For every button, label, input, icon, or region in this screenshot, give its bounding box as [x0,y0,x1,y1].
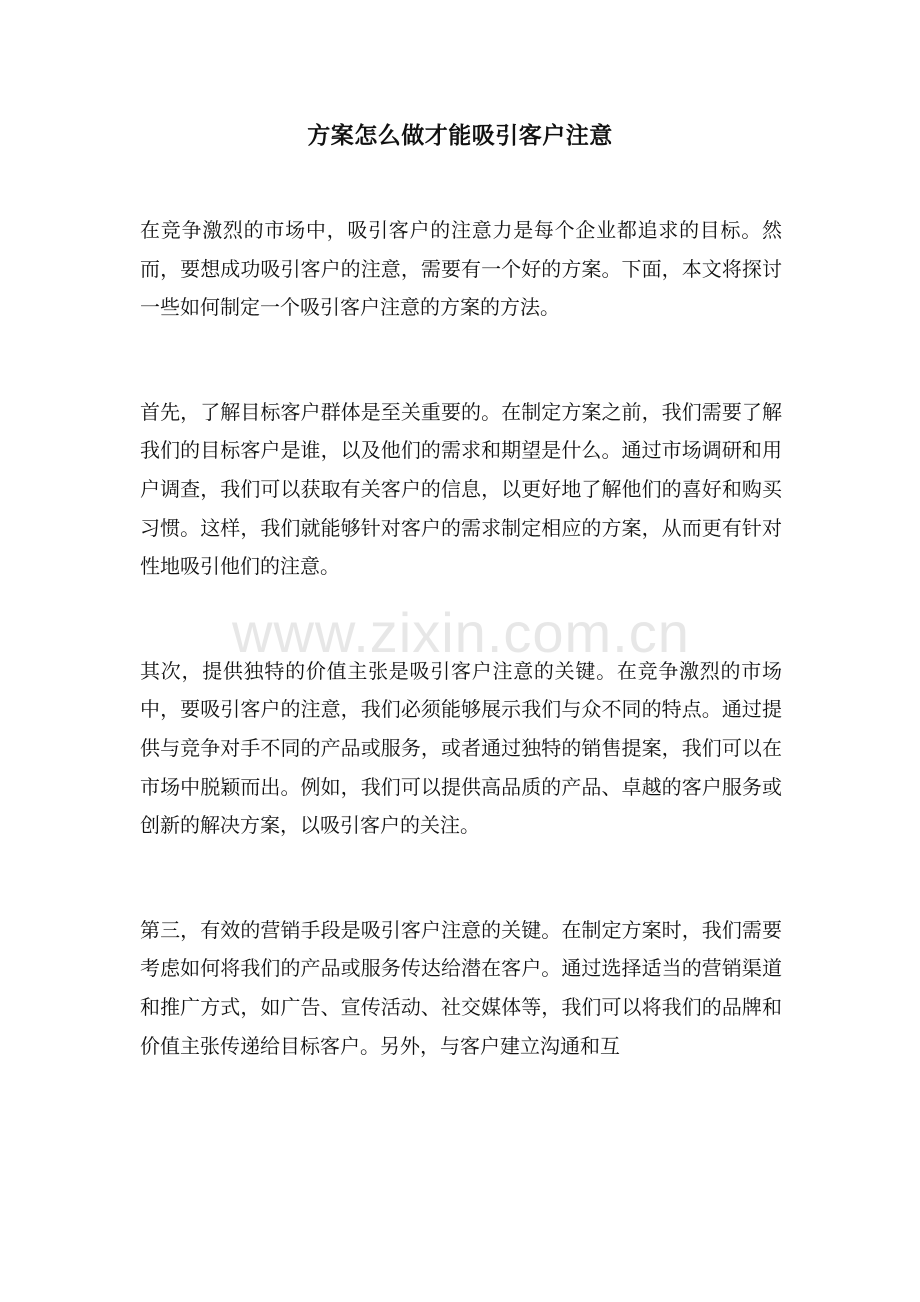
paragraph-intro: 在竞争激烈的市场中，吸引客户的注意力是每个企业都追求的目标。然而，要想成功吸引客户的注意，需要有一个好的方案。下面，本文将探讨一些如何制定一个吸引客户注意的方案的方法。 [140,218,782,320]
document-body [140,211,782,1131]
paragraph-first-point: 首先，了解目标客户群体是至关重要的。在制定方案之前，我们需要了解我们的目标客户是谁，以及他们的需求和期望是什么。通过市场调研和用户调查，我们可以获取有关客户的信息，以更好地了解他们的喜好和购买习惯。这样，我们就能够针对客户的需求制定相应的方案，从而更有针对性地吸引他们的注意。 [140,399,782,579]
document-title: 方案怎么做才能吸引客户注意 [307,122,613,149]
paragraph-second-point: 其次，提供独特的价值主张是吸引客户注意的关键。在竞争激烈的市场中，要吸引客户的注意，我们必须能够展示我们与众不同的特点。通过提供与竞争对手不同的产品或服务，或者通过独特的销售提案，我们可以在市场中脱颖而出。例如，我们可以提供高品质的产品、卓越的客户服务或创新的解决方案，以吸引客户的关注。 [140,658,782,838]
paragraph-third-point: 第三，有效的营销手段是吸引客户注意的关键。在制定方案时，我们需要考虑如何将我们的产品或服务传达给潜在客户。通过选择适当的营销渠道和推广方式，如广告、宣传活动、社交媒体等，我们可以将我们的品牌和价值主张传递给目标客户。另外，与客户建立沟通和互 [140,917,782,1058]
watermark: www.zixin.com.cn [232,601,690,664]
